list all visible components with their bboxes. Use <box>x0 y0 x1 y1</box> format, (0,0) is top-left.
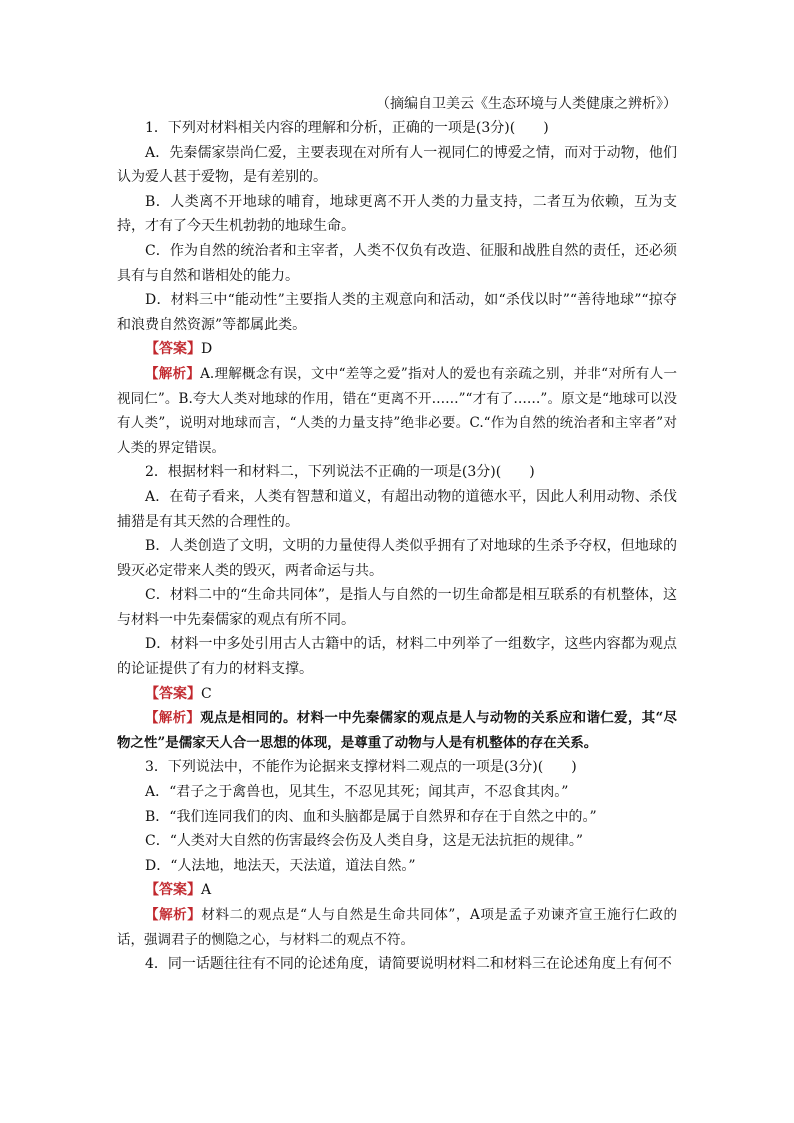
question-3-option-b: B．“我们连同我们的肉、血和头脑都是属于自然界和存在于自然之中的。” <box>145 808 597 825</box>
analysis-label: 【解析】 <box>145 365 201 382</box>
question-1-option-b: B．人类离不开地球的哺育，地球更离不开人类的力量支持，二者互为依赖，互为支持，才有了今天生机勃勃的地球生命。 <box>117 193 677 235</box>
question-3-option-a: A．“君子之于禽兽也，见其生，不忍见其死；闻其声，不忍食其肉。” <box>145 784 569 801</box>
question-3-option-c: C．“人类对大自然的伤害最终会伤及人类自身，这是无法抗拒的规律。” <box>145 833 584 850</box>
answer-label: 【答案】 <box>145 882 201 899</box>
question-3-analysis <box>117 903 677 952</box>
document-page <box>117 92 677 977</box>
question-3-option-d: D．“人法地，地法天，天法道，道法自然。” <box>145 857 416 874</box>
analysis-text: A.理解概念有误，文中“差等之爱”指对人的爱也有亲疏之别，并非“对所有人一视同仁”。B.夸大人类对地球的作用，错在“更离不开……”“才有了……”。原文是“地球可以没有人类”，说明对地球而言，“人类的力量支持”绝非必要。C.“作为自然的统治者和主宰者”对人类的界定错误。 <box>117 365 677 456</box>
question-3-stem: 3．下列说法中，不能作为论据来支撑材料二观点的一项是(3分)( ) <box>145 759 577 776</box>
question-2-analysis <box>117 706 677 755</box>
question-2-option-d: D．材料一中多处引用古人古籍中的话，材料二中列举了一组数字，这些内容都为观点的论证提供了有力的材料支撑。 <box>117 636 677 678</box>
question-2-answer <box>117 682 677 707</box>
question-1-answer <box>117 337 677 362</box>
question-1-option-d: D．材料三中“能动性”主要指人类的主观意向和活动，如“杀伐以时”“善待地球”“掠夺和浪费自然资源”等都属此类。 <box>117 292 677 333</box>
answer-value: A <box>201 882 212 899</box>
question-2-option-c: C．材料二中的“生命共同体”，是指人与自然的一切生命都是相互联系的有机整体，这与材料一中先秦儒家的观点有所不同。 <box>117 587 677 628</box>
question-1-analysis <box>117 362 677 460</box>
question-2-option-b: B．人类创造了文明，文明的力量使得人类似乎拥有了对地球的生杀予夺权，但地球的毁灭必定带来人类的毁灭，两者命运与共。 <box>117 538 677 579</box>
question-1-stem: 1．下列对材料相关内容的理解和分析，正确的一项是(3分)( ) <box>145 120 549 136</box>
analysis-text: 材料二的观点是“人与自然是生命共同体”，A项是孟子劝谏齐宣王施行仁政的话，强调君子的恻隐之心，与材料二的观点不符。 <box>117 907 678 948</box>
answer-value: C <box>201 685 212 702</box>
question-1-option-a: A．先秦儒家崇尚仁爱，主要表现在对所有人一视同仁的博爱之情，而对于动物，他们认为爱人甚于爱物，是有差别的。 <box>117 144 677 186</box>
answer-value: D <box>201 341 213 358</box>
question-3-answer <box>117 878 677 903</box>
answer-label: 【答案】 <box>145 341 201 358</box>
analysis-text: 观点是相同的。材料一中先秦儒家的观点是人与动物的关系应和谐仁爱，其“尽物之性”是儒家天人合一思想的体现，是尊重了动物与人是有机整体的存在关系。 <box>117 710 678 751</box>
analysis-label: 【解析】 <box>145 907 202 923</box>
question-4-stem: 4．同一话题往往有不同的论述角度，请简要说明材料二和材料三在论述角度上有何不 <box>145 956 672 973</box>
question-1-option-c: C．作为自然的统治者和主宰者，人类不仅负有改造、征服和战胜自然的责任，还必须具有与自然和谐相处的能力。 <box>117 242 677 284</box>
question-2-stem: 2．根据材料一和材料二，下列说法不正确的一项是(3分)( ) <box>145 464 535 481</box>
question-2-option-a: A．在荀子看来，人类有智慧和道义，有超出动物的道德水平，因此人利用动物、杀伐捕猎是有其天然的合理性的。 <box>117 488 677 530</box>
answer-label: 【答案】 <box>145 685 201 702</box>
analysis-label: 【解析】 <box>145 710 201 727</box>
source-citation: （摘编自卫美云《生态环境与人类健康之辨析》） <box>376 96 677 112</box>
